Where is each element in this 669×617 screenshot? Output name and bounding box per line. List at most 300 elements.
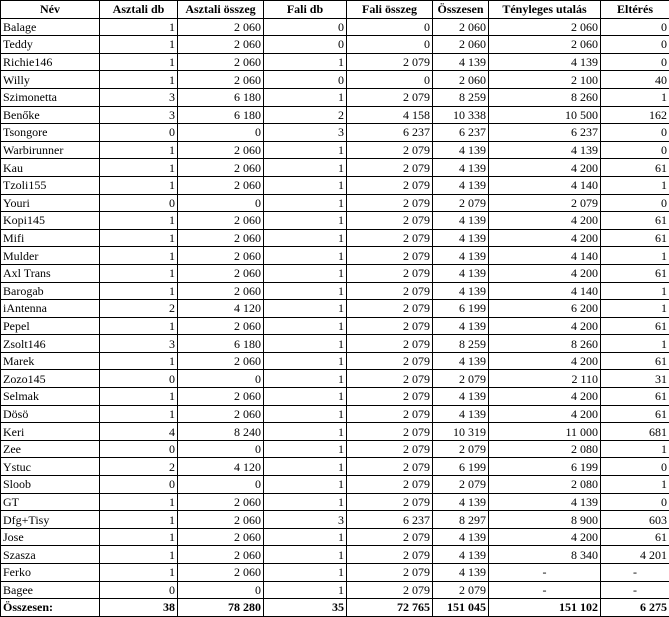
actual-transfer-cell: 11 000 (489, 423, 601, 441)
table-row (1, 352, 669, 370)
desk-amount-cell: 8 240 (178, 423, 264, 441)
name-cell: iAntenna (1, 300, 100, 318)
total-cell: 2 079 (433, 194, 489, 212)
total-cell: 4 139 (433, 352, 489, 370)
desk-count-cell: 1 (100, 53, 178, 71)
desk-count-cell: 1 (100, 264, 178, 282)
table-row (1, 300, 669, 318)
table-row (1, 229, 669, 247)
wall-count-cell: 1 (264, 493, 347, 511)
wall-count-cell: 1 (264, 335, 347, 353)
table-row (1, 194, 669, 212)
desk-count-cell: 0 (100, 440, 178, 458)
table-row (1, 106, 669, 124)
desk-amount-cell: 0 (178, 194, 264, 212)
wall-count-cell: 1 (264, 88, 347, 106)
actual-transfer-cell: 4 139 (489, 53, 601, 71)
desk-count-cell: 1 (100, 282, 178, 300)
table-row (1, 405, 669, 423)
table-row (1, 264, 669, 282)
wall-count-cell: 1 (264, 229, 347, 247)
desk-amount-cell: 2 060 (178, 247, 264, 265)
name-cell: Zee (1, 440, 100, 458)
actual-transfer-cell: 8 260 (489, 88, 601, 106)
total-cell: 2 079 (433, 440, 489, 458)
wall-amount-cell: 2 079 (347, 53, 433, 71)
desk-amount-cell: 2 060 (178, 264, 264, 282)
wall-count-cell: 0 (264, 36, 347, 54)
desk-amount-cell: 0 (178, 581, 264, 599)
actual-transfer-cell: 8 900 (489, 511, 601, 529)
wall-amount-cell: 2 079 (347, 493, 433, 511)
wall-amount-cell: 2 079 (347, 458, 433, 476)
desk-count-cell: 1 (100, 528, 178, 546)
desk-amount-cell: 2 060 (178, 546, 264, 564)
difference-cell: 1 (601, 176, 669, 194)
table-row (1, 440, 669, 458)
name-cell: Szimonetta (1, 88, 100, 106)
actual-transfer-cell: 2 060 (489, 36, 601, 54)
wall-count-cell: 1 (264, 53, 347, 71)
wall-amount-cell: 2 079 (347, 229, 433, 247)
difference-cell: 603 (601, 511, 669, 529)
desk-amount-cell: 0 (178, 124, 264, 142)
actual-transfer-cell: - (489, 581, 601, 599)
desk-count-cell: 1 (100, 352, 178, 370)
actual-transfer-cell: 4 139 (489, 493, 601, 511)
desk-amount-cell: 0 (178, 440, 264, 458)
name-cell: Tsongore (1, 124, 100, 142)
name-cell: Ferko (1, 564, 100, 582)
total-cell: 4 139 (433, 247, 489, 265)
desk-amount-cell: 2 060 (178, 229, 264, 247)
difference-cell: 1 (601, 476, 669, 494)
wall-amount-cell: 2 079 (347, 564, 433, 582)
wall-count-cell: 1 (264, 440, 347, 458)
difference-cell: 0 (601, 141, 669, 159)
actual-transfer-cell: 6 200 (489, 300, 601, 318)
desk-count-cell: 1 (100, 511, 178, 529)
table-row (1, 282, 669, 300)
total-cell: 6 237 (433, 124, 489, 142)
total-cell: 4 139 (433, 564, 489, 582)
name-cell: Youri (1, 194, 100, 212)
actual-transfer-cell: 4 140 (489, 247, 601, 265)
name-cell: Dfg+Tisy (1, 511, 100, 529)
desk-count-cell: 1 (100, 159, 178, 177)
table-row (1, 370, 669, 388)
table-row (1, 141, 669, 159)
wall-count-cell: 1 (264, 405, 347, 423)
desk-count-cell: 1 (100, 229, 178, 247)
wall-amount-cell: 2 079 (347, 282, 433, 300)
name-cell: Zsolt146 (1, 335, 100, 353)
difference-cell: 61 (601, 405, 669, 423)
wall-count-cell: 1 (264, 564, 347, 582)
header-name: Név (1, 1, 100, 19)
wall-amount-cell: 2 079 (347, 300, 433, 318)
desk-count-cell: 38 (100, 599, 178, 617)
name-cell: Pepel (1, 317, 100, 335)
wall-amount-cell: 0 (347, 18, 433, 36)
difference-cell: 61 (601, 264, 669, 282)
desk-count-cell: 0 (100, 370, 178, 388)
total-cell: 10 319 (433, 423, 489, 441)
table-row (1, 528, 669, 546)
wall-amount-cell: 2 079 (347, 423, 433, 441)
name-cell: Barogab (1, 282, 100, 300)
desk-amount-cell: 2 060 (178, 405, 264, 423)
totals-row (1, 599, 669, 617)
desk-amount-cell: 2 060 (178, 18, 264, 36)
desk-count-cell: 1 (100, 405, 178, 423)
desk-amount-cell: 2 060 (178, 528, 264, 546)
wall-count-cell: 35 (264, 599, 347, 617)
table-row (1, 388, 669, 406)
difference-cell: 61 (601, 229, 669, 247)
wall-count-cell: 1 (264, 546, 347, 564)
desk-count-cell: 0 (100, 124, 178, 142)
table-body (1, 18, 669, 616)
desk-amount-cell: 2 060 (178, 352, 264, 370)
header-actual-transfer: Tényleges utalás (489, 1, 601, 19)
actual-transfer-cell: 4 139 (489, 141, 601, 159)
actual-transfer-cell: 8 260 (489, 335, 601, 353)
total-cell: 4 139 (433, 264, 489, 282)
desk-amount-cell: 2 060 (178, 388, 264, 406)
desk-count-cell: 1 (100, 247, 178, 265)
wall-amount-cell: 2 079 (347, 176, 433, 194)
difference-cell: 61 (601, 388, 669, 406)
wall-count-cell: 1 (264, 458, 347, 476)
table-row (1, 476, 669, 494)
wall-count-cell: 2 (264, 106, 347, 124)
actual-transfer-cell: 2 100 (489, 71, 601, 89)
total-cell: 4 139 (433, 141, 489, 159)
wall-amount-cell: 2 079 (347, 581, 433, 599)
name-cell: Bagee (1, 581, 100, 599)
difference-cell: 1 (601, 88, 669, 106)
difference-cell: - (601, 564, 669, 582)
desk-count-cell: 3 (100, 88, 178, 106)
total-cell: 4 139 (433, 212, 489, 230)
wall-count-cell: 1 (264, 300, 347, 318)
desk-count-cell: 1 (100, 564, 178, 582)
desk-amount-cell: 2 060 (178, 176, 264, 194)
name-cell: Balage (1, 18, 100, 36)
name-cell: Mifi (1, 229, 100, 247)
difference-cell: 0 (601, 493, 669, 511)
wall-count-cell: 1 (264, 247, 347, 265)
total-cell: 2 060 (433, 18, 489, 36)
table-row (1, 159, 669, 177)
actual-transfer-cell: 4 200 (489, 405, 601, 423)
wall-count-cell: 1 (264, 581, 347, 599)
actual-transfer-cell: 10 500 (489, 106, 601, 124)
name-cell: Összesen: (1, 599, 100, 617)
table-row (1, 564, 669, 582)
desk-count-cell: 1 (100, 212, 178, 230)
wall-count-cell: 3 (264, 124, 347, 142)
table-row (1, 71, 669, 89)
table-row (1, 36, 669, 54)
desk-count-cell: 0 (100, 194, 178, 212)
actual-transfer-cell: 2 080 (489, 440, 601, 458)
difference-cell: 31 (601, 370, 669, 388)
name-cell: Richie146 (1, 53, 100, 71)
table-row (1, 493, 669, 511)
actual-transfer-cell: 8 340 (489, 546, 601, 564)
header-desk-count: Asztali db (100, 1, 178, 19)
table-row (1, 335, 669, 353)
desk-count-cell: 1 (100, 176, 178, 194)
name-cell: Dösö (1, 405, 100, 423)
actual-transfer-cell: 4 200 (489, 528, 601, 546)
total-cell: 8 259 (433, 88, 489, 106)
actual-transfer-cell: 4 200 (489, 212, 601, 230)
difference-cell: 162 (601, 106, 669, 124)
total-cell: 151 045 (433, 599, 489, 617)
wall-count-cell: 1 (264, 176, 347, 194)
name-cell: GT (1, 493, 100, 511)
total-cell: 8 297 (433, 511, 489, 529)
actual-transfer-cell: 4 140 (489, 282, 601, 300)
table-row (1, 511, 669, 529)
header-row (1, 1, 669, 19)
difference-cell: 1 (601, 335, 669, 353)
total-cell: 4 139 (433, 388, 489, 406)
desk-amount-cell: 2 060 (178, 71, 264, 89)
desk-count-cell: 1 (100, 36, 178, 54)
name-cell: Sloob (1, 476, 100, 494)
difference-cell: 0 (601, 53, 669, 71)
total-cell: 8 259 (433, 335, 489, 353)
total-cell: 2 079 (433, 370, 489, 388)
table-row (1, 124, 669, 142)
wall-amount-cell: 2 079 (347, 388, 433, 406)
header-wall-amount: Fali összeg (347, 1, 433, 19)
difference-cell: 0 (601, 18, 669, 36)
desk-amount-cell: 2 060 (178, 159, 264, 177)
desk-count-cell: 1 (100, 18, 178, 36)
wall-amount-cell: 2 079 (347, 264, 433, 282)
difference-cell: 61 (601, 159, 669, 177)
name-cell: Selmak (1, 388, 100, 406)
total-cell: 2 079 (433, 476, 489, 494)
wall-amount-cell: 2 079 (347, 370, 433, 388)
actual-transfer-cell: 151 102 (489, 599, 601, 617)
desk-count-cell: 3 (100, 106, 178, 124)
wall-count-cell: 1 (264, 423, 347, 441)
desk-amount-cell: 2 060 (178, 53, 264, 71)
wall-count-cell: 1 (264, 370, 347, 388)
wall-count-cell: 1 (264, 317, 347, 335)
total-cell: 4 139 (433, 493, 489, 511)
table-row (1, 176, 669, 194)
difference-cell: 61 (601, 212, 669, 230)
total-cell: 4 139 (433, 405, 489, 423)
desk-count-cell: 1 (100, 493, 178, 511)
desk-amount-cell: 4 120 (178, 300, 264, 318)
wall-amount-cell: 2 079 (347, 88, 433, 106)
total-cell: 4 139 (433, 229, 489, 247)
actual-transfer-cell: 4 140 (489, 176, 601, 194)
name-cell: Szasza (1, 546, 100, 564)
total-cell: 4 139 (433, 282, 489, 300)
total-cell: 4 139 (433, 528, 489, 546)
desk-count-cell: 1 (100, 388, 178, 406)
difference-cell: 6 275 (601, 599, 669, 617)
actual-transfer-cell: 4 200 (489, 264, 601, 282)
difference-cell: 40 (601, 71, 669, 89)
total-cell: 6 199 (433, 300, 489, 318)
actual-transfer-cell: 2 110 (489, 370, 601, 388)
wall-count-cell: 0 (264, 71, 347, 89)
desk-amount-cell: 78 280 (178, 599, 264, 617)
table-row (1, 88, 669, 106)
wall-amount-cell: 2 079 (347, 440, 433, 458)
actual-transfer-cell: 2 079 (489, 194, 601, 212)
difference-cell: 1 (601, 282, 669, 300)
actual-transfer-cell: 4 200 (489, 317, 601, 335)
actual-transfer-cell: 4 200 (489, 229, 601, 247)
desk-count-cell: 0 (100, 581, 178, 599)
wall-count-cell: 1 (264, 476, 347, 494)
difference-cell: 0 (601, 124, 669, 142)
difference-cell: 4 201 (601, 546, 669, 564)
name-cell: Kau (1, 159, 100, 177)
wall-amount-cell: 6 237 (347, 511, 433, 529)
desk-amount-cell: 0 (178, 476, 264, 494)
wall-count-cell: 3 (264, 511, 347, 529)
desk-count-cell: 1 (100, 546, 178, 564)
difference-cell: 61 (601, 317, 669, 335)
wall-amount-cell: 2 079 (347, 476, 433, 494)
name-cell: Mulder (1, 247, 100, 265)
total-cell: 4 139 (433, 53, 489, 71)
header-difference: Eltérés (601, 1, 669, 19)
wall-amount-cell: 2 079 (347, 335, 433, 353)
wall-count-cell: 1 (264, 141, 347, 159)
name-cell: Axl Trans (1, 264, 100, 282)
desk-amount-cell: 6 180 (178, 88, 264, 106)
desk-amount-cell: 2 060 (178, 317, 264, 335)
difference-cell: 0 (601, 458, 669, 476)
wall-count-cell: 1 (264, 388, 347, 406)
desk-amount-cell: 2 060 (178, 282, 264, 300)
name-cell: Warbirunner (1, 141, 100, 159)
wall-amount-cell: 2 079 (347, 528, 433, 546)
header-wall-count: Fali db (264, 1, 347, 19)
total-cell: 10 338 (433, 106, 489, 124)
name-cell: Tzoli155 (1, 176, 100, 194)
difference-cell: 1 (601, 300, 669, 318)
wall-amount-cell: 2 079 (347, 317, 433, 335)
desk-count-cell: 1 (100, 317, 178, 335)
wall-count-cell: 1 (264, 194, 347, 212)
name-cell: Benőke (1, 106, 100, 124)
table-row (1, 212, 669, 230)
difference-cell: 61 (601, 352, 669, 370)
desk-amount-cell: 2 060 (178, 36, 264, 54)
actual-transfer-cell: 6 199 (489, 458, 601, 476)
actual-transfer-cell: 4 200 (489, 352, 601, 370)
desk-amount-cell: 2 060 (178, 141, 264, 159)
header-total: Összesen (433, 1, 489, 19)
desk-count-cell: 2 (100, 300, 178, 318)
desk-count-cell: 1 (100, 71, 178, 89)
wall-count-cell: 0 (264, 18, 347, 36)
total-cell: 4 139 (433, 159, 489, 177)
desk-amount-cell: 2 060 (178, 212, 264, 230)
wall-count-cell: 1 (264, 352, 347, 370)
table-row (1, 317, 669, 335)
desk-count-cell: 3 (100, 335, 178, 353)
wall-amount-cell: 2 079 (347, 141, 433, 159)
table-row (1, 53, 669, 71)
wall-amount-cell: 2 079 (347, 247, 433, 265)
table-row (1, 546, 669, 564)
actual-transfer-cell: 2 060 (489, 18, 601, 36)
desk-count-cell: 4 (100, 423, 178, 441)
wall-count-cell: 1 (264, 212, 347, 230)
total-cell: 4 139 (433, 176, 489, 194)
actual-transfer-cell: 4 200 (489, 388, 601, 406)
actual-transfer-cell: 6 237 (489, 124, 601, 142)
wall-amount-cell: 6 237 (347, 124, 433, 142)
total-cell: 6 199 (433, 458, 489, 476)
actual-transfer-cell: - (489, 564, 601, 582)
desk-amount-cell: 4 120 (178, 458, 264, 476)
wall-amount-cell: 2 079 (347, 405, 433, 423)
total-cell: 2 060 (433, 36, 489, 54)
wall-amount-cell: 2 079 (347, 546, 433, 564)
table-row (1, 581, 669, 599)
difference-cell: - (601, 581, 669, 599)
table-row (1, 18, 669, 36)
total-cell: 2 079 (433, 581, 489, 599)
name-cell: Keri (1, 423, 100, 441)
wall-count-cell: 1 (264, 264, 347, 282)
difference-cell: 1 (601, 247, 669, 265)
actual-transfer-cell: 4 200 (489, 159, 601, 177)
header-desk-amount: Asztali összeg (178, 1, 264, 19)
desk-count-cell: 2 (100, 458, 178, 476)
wall-amount-cell: 2 079 (347, 159, 433, 177)
actual-transfer-cell: 2 080 (489, 476, 601, 494)
name-cell: Zozo145 (1, 370, 100, 388)
name-cell: Marek (1, 352, 100, 370)
difference-cell: 681 (601, 423, 669, 441)
desk-amount-cell: 2 060 (178, 511, 264, 529)
wall-amount-cell: 4 158 (347, 106, 433, 124)
wall-amount-cell: 2 079 (347, 352, 433, 370)
name-cell: Kopi145 (1, 212, 100, 230)
desk-amount-cell: 6 180 (178, 335, 264, 353)
difference-cell: 0 (601, 36, 669, 54)
wall-amount-cell: 0 (347, 36, 433, 54)
desk-count-cell: 1 (100, 141, 178, 159)
wall-amount-cell: 72 765 (347, 599, 433, 617)
wall-count-cell: 1 (264, 282, 347, 300)
desk-amount-cell: 2 060 (178, 493, 264, 511)
difference-cell: 61 (601, 528, 669, 546)
name-cell: Willy (1, 71, 100, 89)
desk-amount-cell: 6 180 (178, 106, 264, 124)
wall-amount-cell: 0 (347, 71, 433, 89)
wall-amount-cell: 2 079 (347, 212, 433, 230)
table-row (1, 423, 669, 441)
